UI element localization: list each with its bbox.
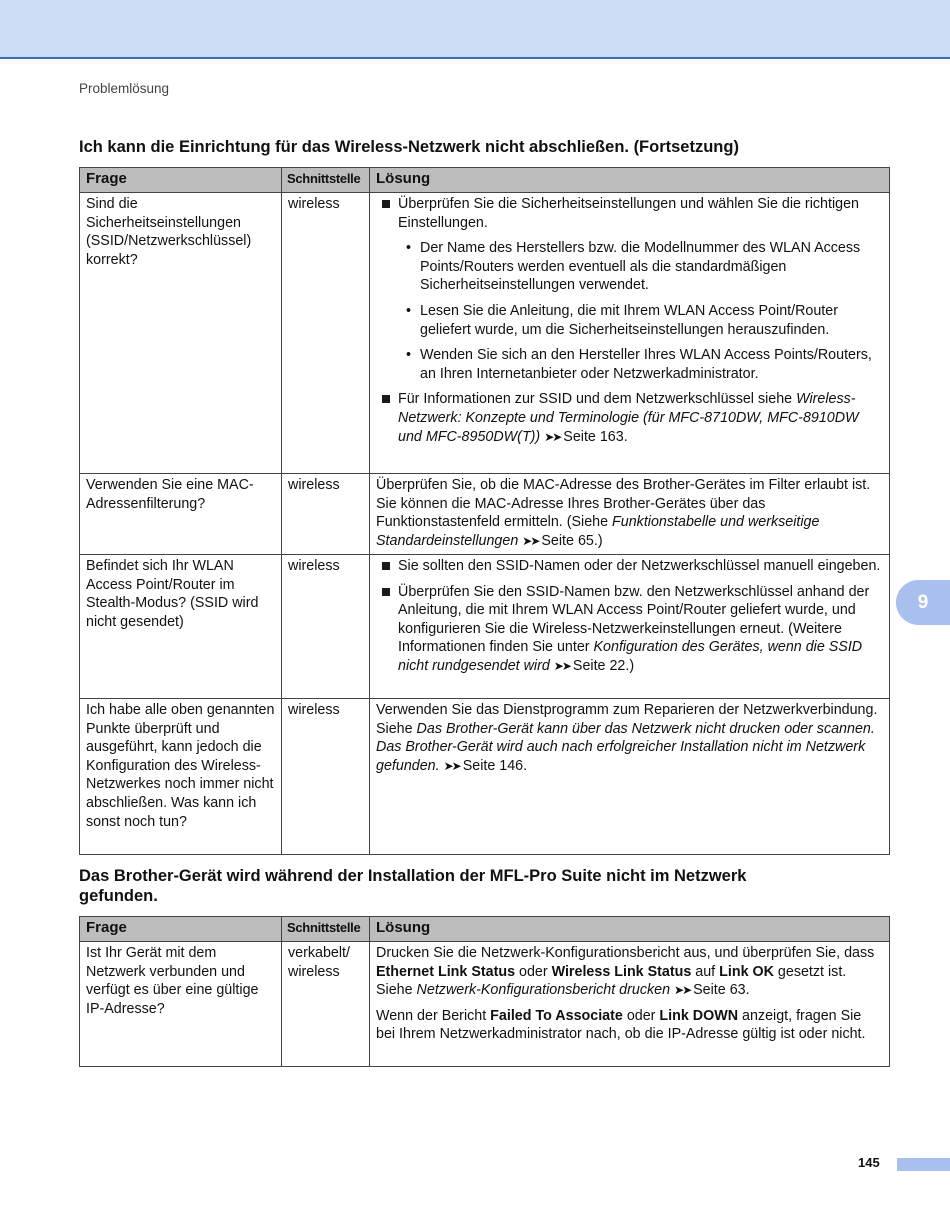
col-header-loesung: Lösung (370, 917, 890, 942)
frage-cell: Ist Ihr Gerät mit dem Netzwerk verbunden und verfügt es über eine gültige IP-Adresse? (80, 942, 282, 1067)
table-header-row (80, 917, 890, 942)
square-bullet-icon (382, 200, 390, 208)
table-row (80, 193, 890, 474)
solution-paragraph: Wenn der Bericht Failed To Associate oder Link DOWN anzeigt, fragen Sie bei Ihrem Netzwerkadministrator nach, ob die IP-Adresse gültig ist oder nicht. (376, 1007, 866, 1043)
cross-reference-link[interactable]: Funktionstabelle und werkseitige Standardeinstellungen (376, 514, 820, 549)
bullet-icon: • (406, 240, 412, 257)
list-item: Überprüfen Sie die Sicherheitseinstellungen und wählen Sie die richtigen Einstellungen. (376, 195, 883, 232)
page-number: 145 (858, 1155, 880, 1170)
schnittstelle-cell: wireless (282, 555, 370, 699)
chapter-tab: 9 (896, 580, 950, 625)
header-band (0, 0, 950, 59)
square-bullet-icon (382, 588, 390, 596)
table-row (80, 942, 890, 1067)
page-number-bar (897, 1158, 950, 1171)
loesung-cell: Verwenden Sie das Dienstprogramm zum Reparieren der Netzwerkverbindung. Siehe Das Brother-Gerät kann über das Netzwerk nicht drucken oder scannen. Das Brother-Gerät wird auch nach erfolgreicher Installation nicht im Netzwerk gefunden. ➤➤ Seite 146. (370, 699, 890, 855)
loesung-cell (370, 193, 890, 474)
cross-reference-link[interactable]: Das Brother-Gerät kann über das Netzwerk nicht drucken oder scannen. Das Brother-Gerät wird auch nach erfolgreicher Installation nicht im Netzwerk gefunden. (376, 720, 875, 774)
list-item: • Wenden Sie sich an den Hersteller Ihres WLAN Access Points/Routers, an Ihren Internetanbieter oder Netzwerkadministrator. (406, 347, 872, 382)
table-row (80, 699, 890, 855)
double-arrow-icon: ➤➤ (443, 758, 460, 773)
double-arrow-icon: ➤➤ (544, 429, 561, 444)
schnittstelle-cell: wireless (282, 193, 370, 474)
list-item: Überprüfen Sie den SSID-Namen bzw. den Netzwerkschlüssel anhand der Anleitung, die mit Ihrem WLAN Access Point/Router geliefert wurde, und konfigurieren Sie die Wireless-Netzwerkeinstellungen erneut. (Weitere Informationen finden Sie unter Konfiguration des Gerätes, wenn die SSID nicht rundgesendet wird ➤➤ Seite 22.) (376, 583, 883, 676)
solution-paragraph: Drucken Sie die Netzwerk-Konfigurationsbericht aus, und überprüfen Sie, dass Ethernet Link Status oder Wireless Link Status auf Link OK gesetzt ist. Siehe Netzwerk-Konfigurationsbericht drucken ➤➤ Seite 63. (376, 945, 875, 999)
section-title: Das Brother-Gerät wird während der Installation der MFL-Pro Suite nicht im Netzwerk gefunden. (79, 867, 747, 905)
col-header-frage: Frage (80, 168, 282, 193)
table-header-row (80, 168, 890, 193)
list-item: Für Informationen zur SSID und dem Netzwerkschlüssel siehe Wireless-Netzwerk: Konzepte und Terminologie (für MFC-8710DW, MFC-8910DW und MFC-8950DW(T)) ➤➤ Seite 163. (376, 390, 883, 446)
double-arrow-icon: ➤➤ (553, 658, 570, 673)
troubleshooting-table (79, 916, 890, 1067)
table-row (80, 474, 890, 555)
frage-cell: Ich habe alle oben genannten Punkte überprüft und ausgeführt, kann jedoch die Konfiguration des Wireless-Netzwerkes noch immer nicht abschließen. Was kann ich sonst noch tun? (80, 699, 282, 855)
cross-reference-link[interactable]: Konfiguration des Gerätes, wenn die SSID nicht rundgesendet wird (398, 639, 863, 674)
troubleshooting-table (79, 167, 890, 855)
table-row (80, 555, 890, 699)
double-arrow-icon: ➤➤ (674, 983, 691, 998)
col-header-loesung: Lösung (370, 168, 890, 193)
list-item: • Lesen Sie die Anleitung, die mit Ihrem WLAN Access Point/Router geliefert wurde, um die Sicherheitseinstellungen herauszufinden. (406, 302, 838, 338)
square-bullet-icon (382, 395, 390, 403)
section-title: Ich kann die Einrichtung für das Wireless-Netzwerk nicht abschließen. (Fortsetzung) (79, 138, 739, 156)
frage-cell: Sind die Sicherheitseinstellungen (SSID/Netzwerkschlüssel) korrekt? (80, 193, 282, 474)
cross-reference-link[interactable]: Wireless-Netzwerk: Konzepte und Terminologie (für MFC-8710DW, MFC-8910DW und MFC-8950DW(T)) (398, 391, 859, 445)
square-bullet-icon (382, 562, 390, 570)
col-header-schnittstelle: Schnittstelle (282, 917, 370, 942)
double-arrow-icon: ➤➤ (522, 533, 539, 548)
cross-reference-link[interactable]: Netzwerk-Konfigurationsbericht drucken (416, 982, 671, 999)
loesung-cell (370, 555, 890, 699)
col-header-frage: Frage (80, 917, 282, 942)
schnittstelle-cell: wireless (282, 699, 370, 855)
frage-cell: Verwenden Sie eine MAC-Adressenfilterung? (80, 474, 282, 555)
schnittstelle-cell: wireless (282, 474, 370, 555)
col-header-schnittstelle: Schnittstelle (282, 168, 370, 193)
frage-cell: Befindet sich Ihr WLAN Access Point/Router im Stealth-Modus? (SSID wird nicht gesendet) (80, 555, 282, 699)
list-item: • Der Name des Herstellers bzw. die Modellnummer des WLAN Access Points/Routers werden eventuell als die standardmäßigen Sicherheitseinstellungen verwendet. (406, 240, 861, 294)
schnittstelle-cell: verkabelt/ wireless (282, 942, 370, 1067)
bullet-icon: • (406, 347, 412, 364)
bullet-icon: • (406, 302, 412, 319)
loesung-cell: Überprüfen Sie, ob die MAC-Adresse des Brother-Gerätes im Filter erlaubt ist. Sie können die MAC-Adresse Ihres Brother-Gerätes über das Funktionstastenfeld ermitteln. (Siehe Funktionstabelle und werkseitige Standardeinstellungen ➤➤ Seite 65.) (370, 474, 890, 555)
list-item: Sie sollten den SSID-Namen oder der Netzwerkschlüssel manuell eingeben. (376, 557, 883, 576)
chapter-label: Problemlösung (79, 81, 170, 96)
loesung-cell (370, 942, 890, 1067)
